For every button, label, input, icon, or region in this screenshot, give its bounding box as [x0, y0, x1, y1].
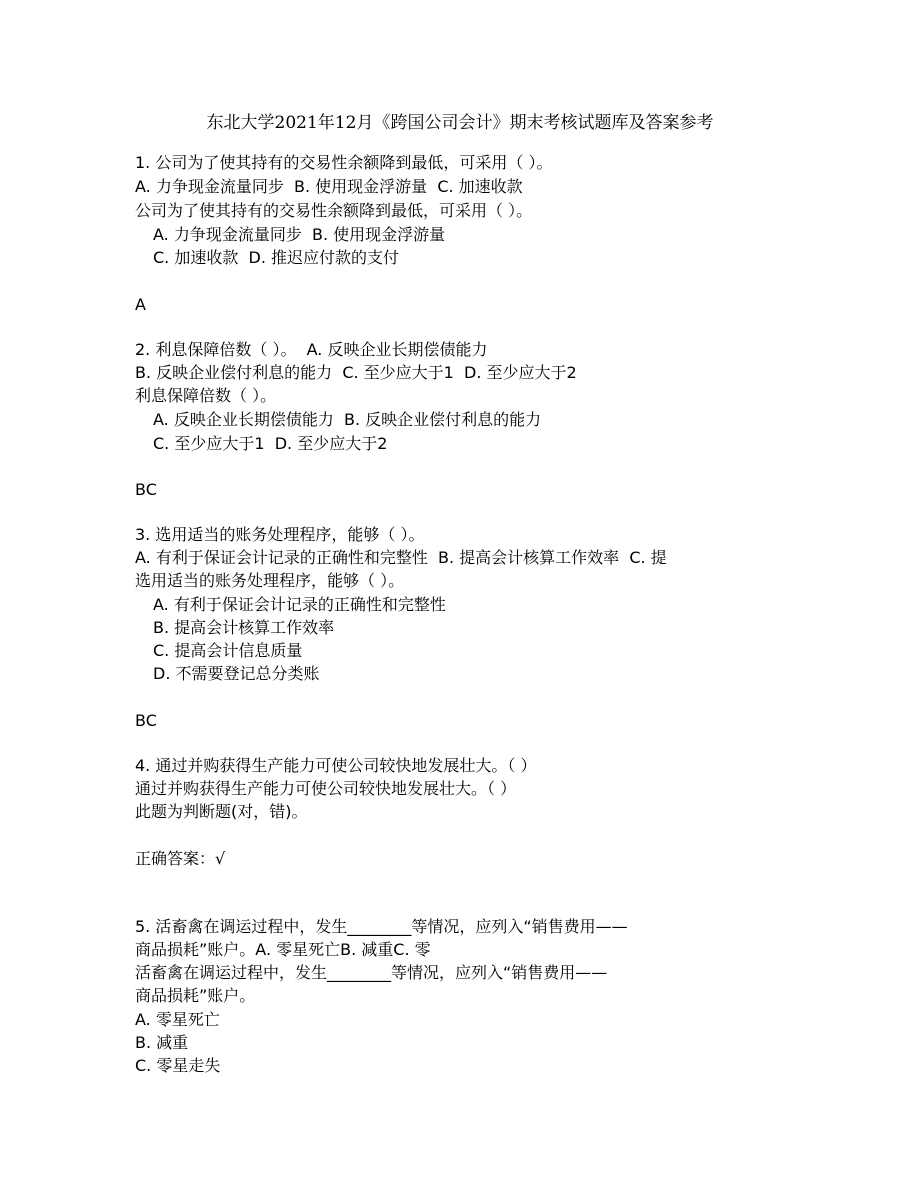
q5-stem-repeat-cont: 商品损耗”账户。: [135, 986, 256, 1005]
q1-options-cd: C. 加速收款 D. 推迟应付款的支付: [153, 248, 400, 267]
q3-options-inline: A. 有利于保证会计记录的正确性和完整性 B. 提高会计核算工作效率 C. 提: [135, 548, 667, 567]
q4-stem-repeat: 通过并购获得生产能力可使公司较快地发展壮大。（ ）: [135, 779, 517, 798]
q2-stem: 2. 利息保障倍数（ ）。 A. 反映企业长期偿债能力: [135, 340, 488, 359]
q3-option-a: A. 有利于保证会计记录的正确性和完整性: [153, 595, 446, 614]
q5-stem-repeat: 活畜禽在调运过程中，发生________等情况，应列入“销售费用——: [135, 963, 608, 982]
q3-stem: 3. 选用适当的账务处理程序，能够（ ）。: [135, 525, 425, 544]
document-title: 东北大学2021年12月《跨国公司会计》期末考核试题库及答案参考: [206, 113, 714, 133]
q1-options-ab: A. 力争现金流量同步 B. 使用现金浮游量: [153, 225, 446, 244]
q2-options-inline: B. 反映企业偿付利息的能力 C. 至少应大于1 D. 至少应大于2: [135, 363, 577, 382]
q4-stem: 4. 通过并购获得生产能力可使公司较快地发展壮大。（ ）: [135, 756, 537, 775]
q1-stem: 1. 公司为了使其持有的交易性余额降到最低，可采用（ ）。: [135, 153, 553, 172]
q3-answer: BC: [135, 711, 157, 730]
q2-answer: BC: [135, 480, 157, 499]
q3-option-b: B. 提高会计核算工作效率: [153, 618, 335, 637]
q2-options-ab: A. 反映企业长期偿债能力 B. 反映企业偿付利息的能力: [153, 410, 542, 429]
q1-options-inline: A. 力争现金流量同步 B. 使用现金浮游量 C. 加速收款: [135, 177, 523, 196]
q4-answer: 正确答案：√: [135, 849, 226, 868]
q4-type-note: 此题为判断题(对，错)。: [135, 802, 308, 821]
q5-option-a: A. 零星死亡: [135, 1010, 220, 1029]
q5-stem-cont: 商品损耗”账户。A. 零星死亡B. 减重C. 零: [135, 940, 431, 959]
q5-stem: 5. 活畜禽在调运过程中，发生________等情况，应列入“销售费用——: [135, 917, 628, 936]
q2-options-cd: C. 至少应大于1 D. 至少应大于2: [153, 434, 388, 453]
q1-answer: A: [135, 295, 146, 314]
q3-option-d: D. 不需要登记总分类账: [153, 664, 320, 683]
q5-option-c: C. 零星走失: [135, 1056, 221, 1075]
q3-option-c: C. 提高会计信息质量: [153, 641, 303, 660]
q1-stem-repeat: 公司为了使其持有的交易性余额降到最低，可采用（ ）。: [135, 201, 533, 220]
q5-option-b: B. 减重: [135, 1033, 189, 1052]
q2-stem-repeat: 利息保障倍数（ ）。: [135, 386, 277, 405]
q3-stem-repeat: 选用适当的账务处理程序，能够（ ）。: [135, 571, 405, 590]
